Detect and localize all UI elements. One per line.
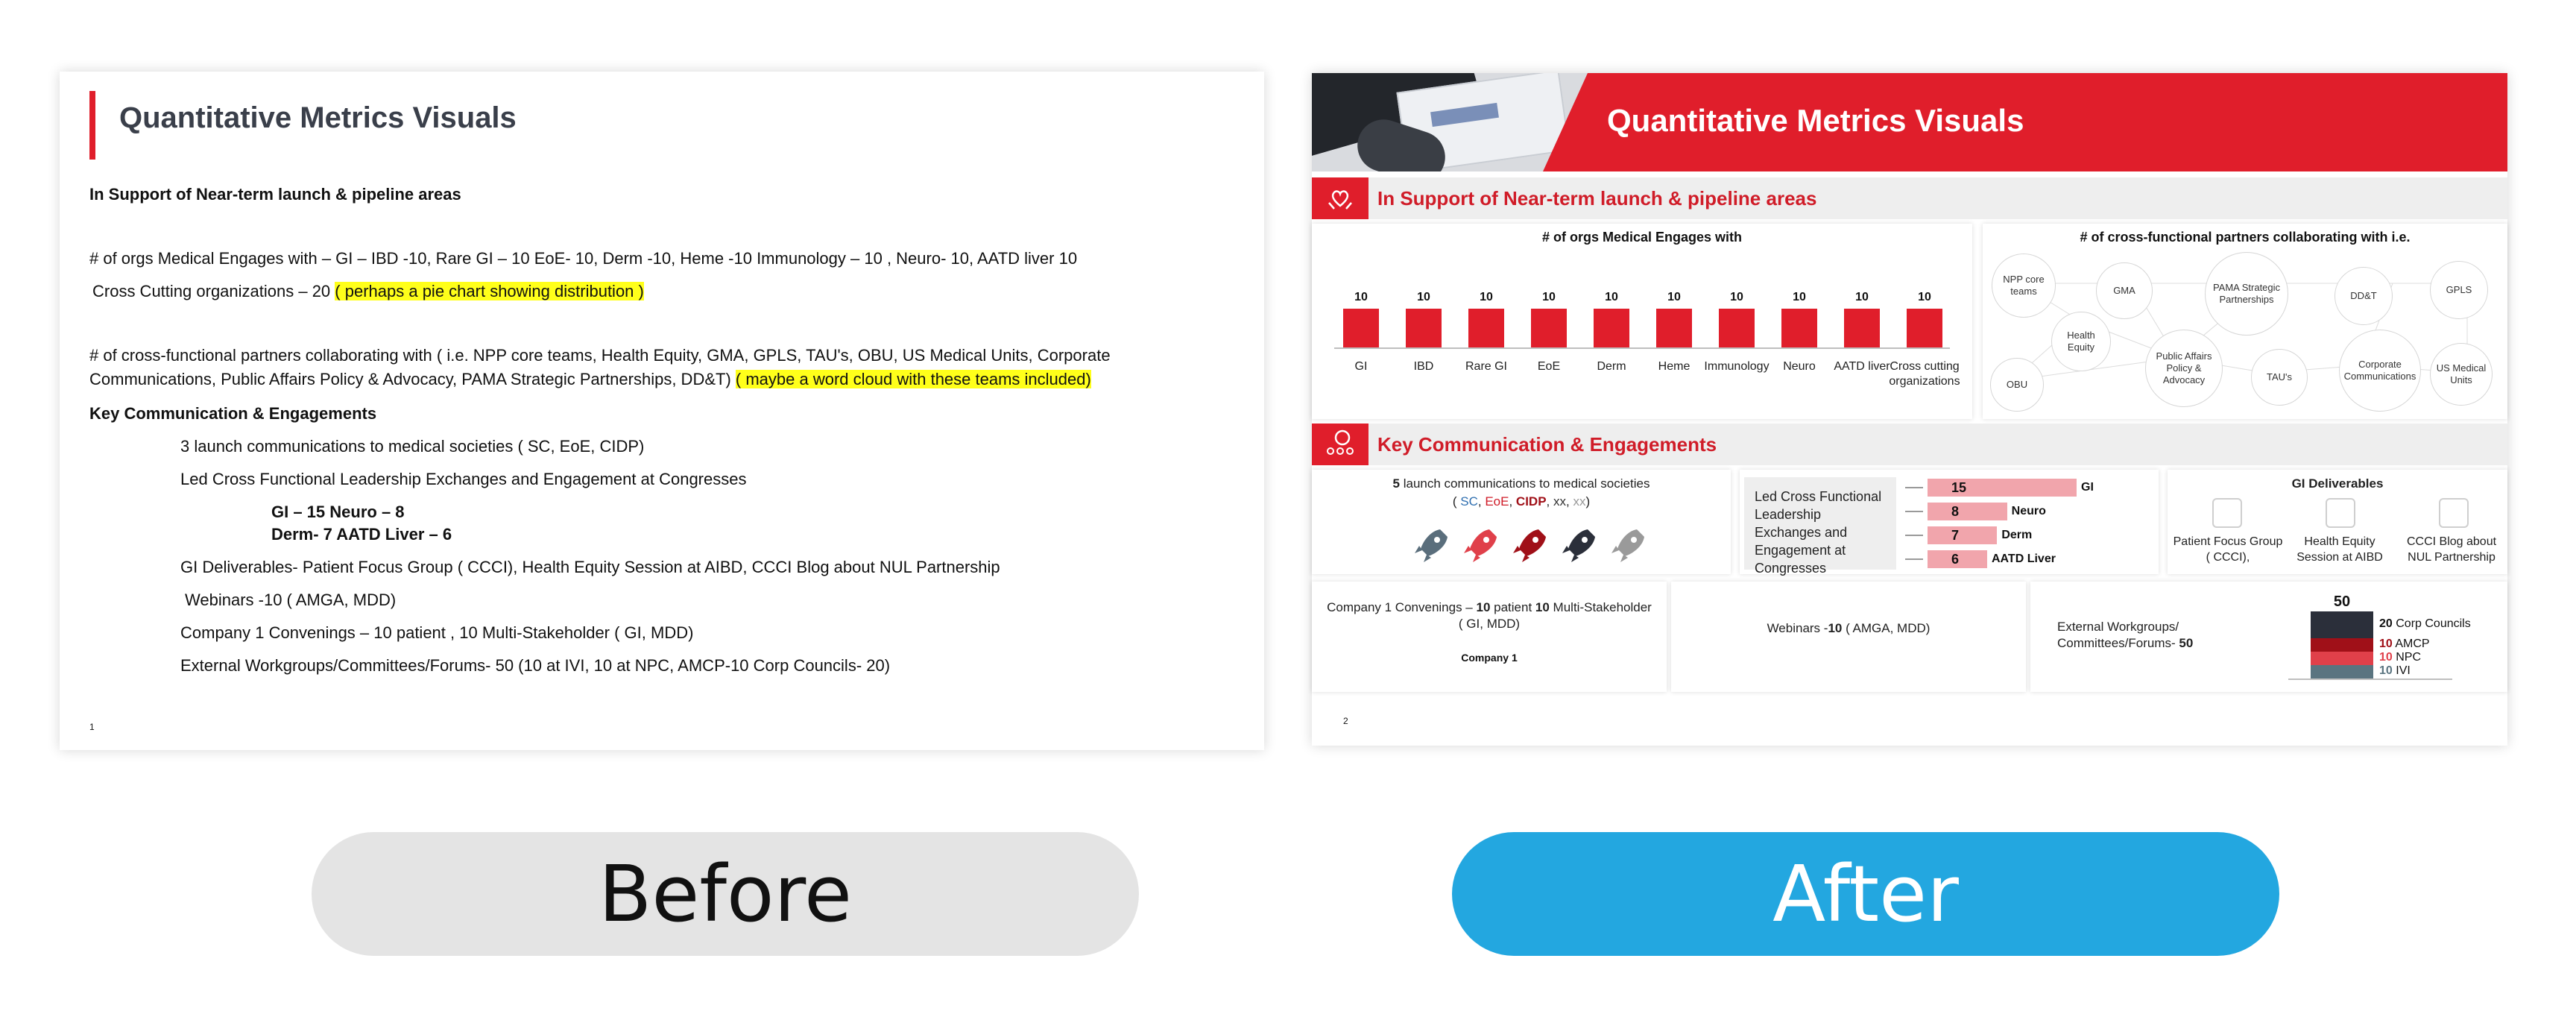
congress-bar-category: Neuro: [2011, 505, 2046, 517]
congress-bar: [1928, 503, 2007, 520]
partners-line-2: [89, 368, 1091, 391]
webinars-b: 10: [1828, 621, 1843, 635]
stack-label-value: 10: [2379, 651, 2393, 664]
stack-total: 50: [2333, 593, 2351, 610]
partner-bubble: TAU's: [2251, 349, 2308, 406]
orgs-bar-category: EoE: [1537, 360, 1561, 373]
partner-bubble: NPP core teams: [1992, 254, 2056, 318]
partner-bubble: PAMA Strategic Partnerships: [2205, 252, 2288, 336]
orgs-bar-category: AATD liver: [1834, 360, 1890, 373]
gi-item: Health Equity Session at AIBD: [2296, 535, 2383, 564]
external-text: [2057, 619, 2193, 652]
item-derm: Derm- 7 AATD Liver – 6: [271, 525, 452, 544]
item-company: Company 1 Convenings – 10 patient , 10 Multi-Stakeholder ( GI, MDD): [180, 623, 694, 642]
partner-bubble: OBU: [1990, 358, 2044, 412]
partners-line-2-text: Communications, Public Affairs Policy & Advocacy, PAMA Strategic Partnerships, DD&T): [89, 370, 731, 388]
launch-sc: SC: [1460, 494, 1478, 508]
orgs-bar-category: Heme: [1658, 360, 1690, 373]
item-gi-deliverables: GI Deliverables- Patient Focus Group ( CCCI), Health Equity Session at AIBD, CCCI Blog about NUL Partnership: [180, 558, 1000, 576]
launch-text: launch communications to medical societies: [1400, 476, 1650, 491]
before-title: Quantitative Metrics Visuals: [119, 101, 517, 134]
company-d: 10: [1535, 600, 1550, 614]
item-gi: GI – 15 Neuro – 8: [271, 503, 405, 521]
handshake-icon: [2439, 498, 2469, 528]
stack-segment: [2311, 638, 2373, 652]
orgs-bar: [1343, 309, 1379, 347]
launch-cidp: CIDP: [1515, 494, 1547, 508]
partner-bubble: DD&T: [2334, 267, 2393, 325]
congress-bar-category: Derm: [2001, 529, 2033, 541]
orgs-chart-title: # of orgs Medical Engages with: [1541, 230, 1743, 245]
leadership-panel: [1740, 470, 2159, 574]
stack-label-name: NPC: [2392, 651, 2422, 664]
orgs-chart-panel: [1312, 224, 1972, 419]
company-b: 10: [1476, 600, 1491, 614]
stack-label-name: Corp Councils: [2392, 617, 2471, 630]
congress-arrow: [1905, 487, 1923, 488]
orgs-bar-category: Neuro: [1783, 360, 1816, 373]
orgs-bar: [1468, 309, 1504, 347]
rocket-icon: [1556, 523, 1601, 568]
after-label-pill: After: [1452, 832, 2279, 956]
stack-label-value: 10: [2379, 664, 2393, 677]
cross-cutting-text: Cross Cutting organizations – 20: [92, 282, 331, 300]
gi-item: CCCI Blog about NUL Partnership: [2406, 535, 2497, 564]
orgs-bar-value: 10: [1605, 291, 1618, 303]
stack-segment: [2311, 665, 2373, 678]
company-panel: [1312, 582, 1667, 692]
cross-cutting-line: [92, 280, 644, 303]
stack-segment: [2311, 652, 2373, 665]
external-panel: [2030, 582, 2507, 692]
orgs-bar-value: 10: [1667, 291, 1681, 303]
company-label: Company 1: [1461, 652, 1518, 664]
rocket-icon: [1606, 523, 1650, 568]
title-accent-bar: [89, 91, 95, 160]
after-title: Quantitative Metrics Visuals: [1607, 103, 2024, 138]
rocket-icon: [1409, 523, 1453, 568]
external-a: External Workgroups/: [2057, 620, 2179, 634]
clipboard-icon: [2326, 498, 2355, 528]
orgs-bar-value: 10: [1354, 291, 1368, 303]
partners-title: # of cross-functional partners collaborating with i.e.: [2080, 230, 2411, 245]
stack-label-name: AMCP: [2392, 637, 2430, 650]
orgs-bar-value: 10: [1918, 291, 1931, 303]
support-section-header: [1312, 177, 2507, 219]
partners-line-1: # of cross-functional partners collaborating with ( i.e. NPP core teams, Health Equity, GMA, GPLS, TAU's, OBU, US Medical Units, Corporate: [89, 346, 1111, 365]
orgs-bar: [1844, 309, 1880, 347]
stack-label: [2379, 637, 2430, 651]
key-section-header: [1312, 424, 2507, 465]
orgs-bar: [1781, 309, 1817, 347]
page-number: 2: [1343, 716, 1348, 726]
item-launch: 3 launch communications to medical societies ( SC, EoE, CIDP): [180, 437, 645, 456]
gi-item: Patient Focus Group ( CCCI),: [2173, 535, 2283, 564]
congress-bar-value: 15: [1951, 480, 1967, 495]
congress-bar-value: 7: [1951, 528, 1960, 543]
launch-line-1: [1312, 476, 1731, 492]
stack-segment: [2311, 611, 2373, 638]
before-label-pill: Before: [312, 832, 1139, 956]
key-section-title: Key Communication & Engagements: [1377, 433, 1717, 456]
stack-label: [2379, 651, 2421, 664]
congress-bar-value: 8: [1951, 504, 1960, 519]
orgs-bar: [1907, 309, 1942, 347]
item-external: External Workgroups/Committees/Forums- 50 (10 at IVI, 10 at NPC, AMCP-10 Corp Councils- 20): [180, 656, 891, 675]
external-b: Committees/Forums-: [2057, 636, 2179, 650]
congress-arrow: [1905, 511, 1923, 512]
after-slide: [1312, 73, 2507, 746]
partner-bubble: US Medical Units: [2430, 343, 2493, 406]
partners-note: ( maybe a word cloud with these teams included): [735, 370, 1091, 388]
external-stacked-chart: [2311, 586, 2504, 690]
before-slide: [60, 72, 1264, 750]
launch-xx-1: xx: [1553, 494, 1566, 508]
orgs-bar-category: IBD: [1413, 360, 1434, 373]
webinars-text: [1671, 620, 2026, 637]
stack-label: [2379, 617, 2471, 631]
congress-bar-category: GI: [2081, 481, 2094, 494]
orgs-bar-category: Rare GI: [1465, 360, 1507, 373]
orgs-bar: [1656, 309, 1692, 347]
webinars-a: Webinars -: [1767, 621, 1828, 635]
congress-bar-value: 6: [1951, 552, 1960, 567]
congress-bar: [1928, 526, 1997, 544]
orgs-bar-value: 10: [1542, 291, 1556, 303]
partners-panel: [1983, 224, 2507, 419]
company-a: Company 1 Convenings –: [1327, 600, 1477, 614]
partner-bubble: Corporate Communications: [2339, 330, 2421, 412]
congress-arrow: [1905, 535, 1923, 536]
stack-axis: [2288, 678, 2452, 680]
webinars-c: ( AMGA, MDD): [1842, 621, 1931, 635]
congress-bar-category: AATD Liver: [1992, 552, 2056, 565]
gi-deliverables-title: GI Deliverables: [2291, 476, 2384, 491]
people-speech-icon: [1312, 424, 1368, 465]
stack-label-value: 10: [2379, 637, 2393, 650]
rocket-icon: [1507, 523, 1552, 568]
orgs-bar-value: 10: [1793, 291, 1806, 303]
congress-bar: [1928, 479, 2077, 497]
external-c: 50: [2179, 636, 2194, 650]
people-group-icon: [2212, 498, 2242, 528]
orgs-bar-category: GI: [1354, 360, 1368, 373]
item-webinars: Webinars -10 ( AMGA, MDD): [185, 591, 397, 609]
orgs-bar-category: Immunology: [1704, 360, 1770, 373]
page-number: 1: [89, 722, 95, 732]
stack-label: [2379, 664, 2411, 678]
leadership-text: Led Cross Functional Leadership Exchanges and Engagement at Congresses: [1744, 477, 1896, 570]
cross-cutting-note: ( perhaps a pie chart showing distribution ): [335, 282, 644, 300]
rocket-icon: [1458, 523, 1503, 568]
partner-bubble: GPLS: [2430, 261, 2488, 319]
partner-bubble: GMA: [2096, 262, 2153, 319]
company-text: [1327, 599, 1652, 632]
support-section-title: In Support of Near-term launch & pipeline areas: [1377, 187, 1817, 210]
key-heading: Key Communication & Engagements: [89, 404, 377, 423]
orgs-bar-value: 10: [1855, 291, 1869, 303]
item-led: Led Cross Functional Leadership Exchanges and Engagement at Congresses: [180, 470, 747, 488]
gi-deliverables-panel: [2168, 470, 2507, 574]
company-c: patient: [1490, 600, 1535, 614]
orgs-bar: [1531, 309, 1567, 347]
launch-count: 5: [1392, 476, 1401, 491]
orgs-bar: [1406, 309, 1442, 347]
partner-bubble: Public Affairs Policy & Advocacy: [2145, 330, 2223, 407]
congress-arrow: [1905, 558, 1923, 560]
orgs-bar-value: 10: [1730, 291, 1743, 303]
orgs-bar-chart: [1312, 224, 1972, 419]
support-heading: In Support of Near-term launch & pipeline areas: [89, 185, 461, 204]
launch-eoe: EoE: [1485, 494, 1509, 508]
stack-label-name: IVI: [2392, 664, 2411, 677]
hands-heart-icon: [1312, 177, 1368, 219]
orgs-bar-value: 10: [1417, 291, 1430, 303]
webinars-panel: [1671, 582, 2026, 692]
orgs-bar-category: Cross cutting organizations: [1889, 360, 1960, 388]
orgs-bar: [1719, 309, 1755, 347]
partner-bubble: Health Equity: [2051, 312, 2111, 371]
launch-panel: [1312, 470, 1731, 574]
launch-xx-2: xx: [1573, 494, 1586, 508]
orgs-bar: [1594, 309, 1629, 347]
orgs-bar-category: Derm: [1597, 360, 1626, 373]
stack-label-value: 20: [2379, 617, 2393, 630]
orgs-bar-value: 10: [1480, 291, 1493, 303]
orgs-chart-axis: [1334, 347, 1950, 349]
orgs-line: # of orgs Medical Engages with – GI – IBD -10, Rare GI – 10 EoE- 10, Derm -10, Heme -10 Immunology – 10 , Neuro- 10, AATD liver 10: [89, 249, 1078, 268]
launch-line-2: ( SC, EoE, CIDP, xx, xx): [1452, 494, 1591, 508]
company-e: Multi-Stakeholder ( GI, MDD): [1458, 600, 1652, 631]
